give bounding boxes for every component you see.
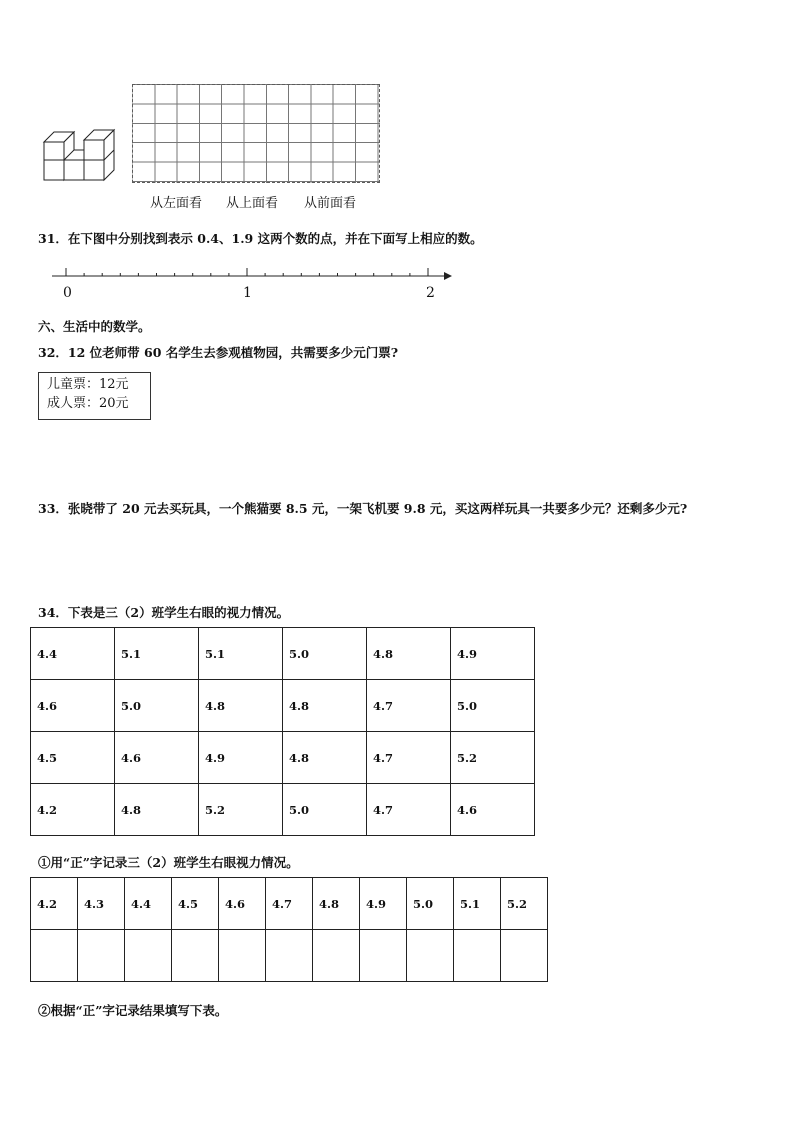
numberline-label-1: 1 bbox=[243, 285, 252, 301]
table-cell: 4.8 bbox=[283, 732, 367, 784]
question-33: 33．张晓带了 20 元去买玩具，一个熊猫要 8.5 元，一架飞机要 9.8 元，买这两样玩具一共要多少元？还剩多少元? bbox=[38, 501, 688, 516]
tally-input-cell[interactable] bbox=[172, 930, 219, 982]
table-cell: 4.8 bbox=[367, 628, 451, 680]
tally-header-cell: 5.1 bbox=[454, 878, 501, 930]
table-cell: 4.6 bbox=[115, 732, 199, 784]
sub-question-1: ①用“正”字记录三（2）班学生右眼视力情况。 bbox=[38, 855, 299, 870]
vision-table bbox=[30, 627, 535, 836]
view-left-label: 从左面看 bbox=[150, 196, 203, 211]
table-cell: 4.7 bbox=[367, 680, 451, 732]
table-cell: 5.2 bbox=[451, 732, 535, 784]
tally-header-cell: 4.8 bbox=[313, 878, 360, 930]
dot-grid bbox=[132, 84, 380, 183]
table-cell: 4.8 bbox=[199, 680, 283, 732]
tally-input-cell[interactable] bbox=[78, 930, 125, 982]
table-cell: 5.2 bbox=[199, 784, 283, 836]
table-cell: 4.8 bbox=[283, 680, 367, 732]
table-cell: 5.0 bbox=[451, 680, 535, 732]
adult-ticket-price: 成人票：20元 bbox=[47, 396, 129, 411]
tally-input-cell[interactable] bbox=[360, 930, 407, 982]
tally-input-cell[interactable] bbox=[266, 930, 313, 982]
table-cell: 4.2 bbox=[31, 784, 115, 836]
table-row bbox=[31, 732, 535, 784]
table-cell: 5.1 bbox=[199, 628, 283, 680]
table-cell: 4.7 bbox=[367, 732, 451, 784]
section-6-heading: 六、生活中的数学。 bbox=[38, 319, 151, 334]
view-front-label: 从前面看 bbox=[304, 196, 357, 211]
table-cell: 5.0 bbox=[115, 680, 199, 732]
question-34: 34．下表是三（2）班学生右眼的视力情况。 bbox=[38, 605, 290, 620]
view-top-label: 从上面看 bbox=[226, 196, 279, 211]
numberline-label-0: 0 bbox=[63, 285, 72, 301]
question-32: 32．12 位老师带 60 名学生去参观植物园，共需要多少元门票? bbox=[38, 345, 399, 360]
tally-input-cell[interactable] bbox=[219, 930, 266, 982]
table-row bbox=[31, 680, 535, 732]
tally-header-cell: 4.2 bbox=[31, 878, 78, 930]
table-cell: 5.1 bbox=[115, 628, 199, 680]
table-row bbox=[31, 628, 535, 680]
sub-question-2: ②根据“正”字记录结果填写下表。 bbox=[38, 1003, 228, 1018]
cube-figure bbox=[40, 126, 116, 184]
tally-input-cell[interactable] bbox=[31, 930, 78, 982]
table-cell: 4.8 bbox=[115, 784, 199, 836]
table-cell: 4.6 bbox=[451, 784, 535, 836]
table-cell: 4.7 bbox=[367, 784, 451, 836]
numberline-label-2: 2 bbox=[426, 285, 435, 301]
tally-header-cell: 4.9 bbox=[360, 878, 407, 930]
table-cell: 4.9 bbox=[199, 732, 283, 784]
tally-input-cell[interactable] bbox=[313, 930, 360, 982]
tally-header-cell: 4.4 bbox=[125, 878, 172, 930]
table-header-row bbox=[31, 878, 548, 930]
tally-input-cell[interactable] bbox=[125, 930, 172, 982]
table-row bbox=[31, 930, 548, 982]
table-cell: 5.0 bbox=[283, 784, 367, 836]
ticket-price-box bbox=[38, 372, 151, 420]
number-line bbox=[52, 262, 452, 286]
table-cell: 4.5 bbox=[31, 732, 115, 784]
table-cell: 4.9 bbox=[451, 628, 535, 680]
question-31: 31．在下图中分别找到表示 0.4、1.9 这两个数的点，并在下面写上相应的数。 bbox=[38, 231, 483, 246]
tally-header-cell: 4.3 bbox=[78, 878, 125, 930]
tally-input-cell[interactable] bbox=[454, 930, 501, 982]
tally-header-cell: 4.6 bbox=[219, 878, 266, 930]
child-ticket-price: 儿童票：12元 bbox=[47, 377, 129, 392]
tally-header-cell: 5.2 bbox=[501, 878, 548, 930]
tally-input-cell[interactable] bbox=[407, 930, 454, 982]
tally-header-cell: 4.7 bbox=[266, 878, 313, 930]
table-row bbox=[31, 784, 535, 836]
table-cell: 4.6 bbox=[31, 680, 115, 732]
tally-input-cell[interactable] bbox=[501, 930, 548, 982]
tally-header-cell: 4.5 bbox=[172, 878, 219, 930]
tally-table bbox=[30, 877, 548, 982]
table-cell: 5.0 bbox=[283, 628, 367, 680]
table-cell: 4.4 bbox=[31, 628, 115, 680]
tally-header-cell: 5.0 bbox=[407, 878, 454, 930]
